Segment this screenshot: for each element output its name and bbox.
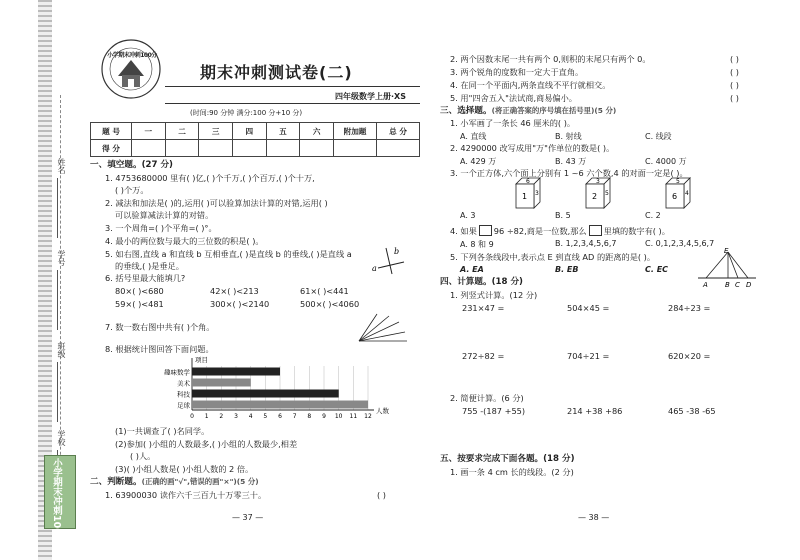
q5-line2: 的垂线,( )是垂足。 bbox=[115, 261, 184, 271]
q8-part2-line1: (2)参加( )小组的人数最多,( )小组的人数最少,相差 bbox=[115, 439, 298, 449]
c4-option-c[interactable]: C. 0,1,2,3,4,5,6,7 bbox=[645, 239, 715, 248]
score-cell[interactable] bbox=[232, 140, 266, 157]
c4-part1: 4. 如果 bbox=[450, 226, 477, 236]
c3-option-a[interactable]: A. 3 bbox=[460, 211, 476, 220]
c2-option-c[interactable]: C. 4000 万 bbox=[645, 157, 687, 166]
page-number-left: — 37 — bbox=[232, 513, 264, 522]
score-cell[interactable] bbox=[334, 140, 377, 157]
q6-item: 300×( )<2140 bbox=[210, 299, 270, 309]
score-row bbox=[91, 140, 420, 157]
point-b: B bbox=[725, 281, 730, 289]
c5-option-c[interactable]: C. EC bbox=[645, 265, 669, 274]
perpendicular-diagram bbox=[370, 244, 408, 276]
point-d: D bbox=[746, 281, 752, 289]
c5-option-b[interactable]: B. EB bbox=[555, 265, 579, 274]
q5-line1: 5. 如右图,直线 a 和直线 b 互相垂直,( )是直线 b 的垂线,( )是直线 a bbox=[105, 249, 352, 259]
q4: 4. 最小的两位数与最大的三位数的积是( )。 bbox=[105, 236, 264, 246]
score-cell[interactable] bbox=[377, 140, 420, 157]
tick-label: 5 bbox=[263, 413, 268, 420]
calc-item: 704÷21 = bbox=[567, 351, 610, 361]
calc-item: 272÷82 = bbox=[462, 351, 505, 361]
q6: 6. 括号里最大能填几? bbox=[105, 273, 186, 283]
triangle-distance-diagram bbox=[694, 246, 760, 288]
calc1-title: 1. 列竖式计算。(12 分) bbox=[450, 290, 538, 300]
cube-face-top: 5 bbox=[676, 178, 680, 185]
cube bbox=[516, 178, 540, 208]
sidebar-brand-text: 小学期末冲刺100分 bbox=[51, 458, 62, 545]
calc-item: 755 -(187 +55) bbox=[462, 406, 526, 416]
cube-face-side: 5 bbox=[605, 190, 609, 197]
logo-house-icon bbox=[100, 38, 162, 100]
score-cell[interactable] bbox=[199, 140, 233, 157]
score-table bbox=[90, 122, 420, 157]
cube-face-front: 1 bbox=[522, 192, 528, 201]
c1-option-c[interactable]: C. 线段 bbox=[645, 132, 672, 141]
tick-label: 1 bbox=[204, 413, 209, 420]
page-title: 期末冲刺测试卷(二) bbox=[200, 63, 353, 82]
section-judge-title bbox=[90, 476, 259, 488]
q7: 7. 数一数右图中共有( )个角。 bbox=[105, 322, 215, 332]
q6-item: 80×( )<680 bbox=[115, 286, 164, 296]
tick-label: 0 bbox=[190, 413, 194, 420]
section-fill-blank-title: 一、填空题。(27 分) bbox=[90, 160, 173, 170]
r4-answer[interactable]: ( ) bbox=[730, 80, 739, 90]
cube-face-side: 3 bbox=[535, 190, 539, 197]
score-header-row bbox=[91, 123, 420, 140]
q2-line1: 2. 减法和加法是( )的,运用( )可以验算加法计算的对错,运用( ) bbox=[105, 198, 328, 208]
y-axis-label: 项目 bbox=[195, 356, 208, 364]
label-a: a bbox=[372, 264, 377, 273]
time-info: (时间:90 分钟 满分:100 分+10 分) bbox=[190, 109, 303, 117]
q6-item: 500×( )<4060 bbox=[300, 299, 360, 309]
section-choice-heading: 三、选择题。 bbox=[440, 106, 492, 116]
score-cell[interactable] bbox=[266, 140, 300, 157]
tick-label: 9 bbox=[322, 413, 326, 420]
score-header-cell: 四 bbox=[232, 123, 266, 140]
category-label: 趣味数学 bbox=[164, 368, 190, 377]
q8-part2-line2: ( )人。 bbox=[130, 451, 156, 461]
score-header-cell: 五 bbox=[266, 123, 300, 140]
label-b: b bbox=[394, 247, 400, 256]
q8-part1: (1)一共调查了( )名同学。 bbox=[115, 426, 210, 436]
digit-box[interactable] bbox=[589, 225, 602, 236]
r2-answer[interactable]: ( ) bbox=[730, 54, 739, 64]
c4-option-a[interactable]: A. 8 和 9 bbox=[460, 240, 494, 249]
binding-sidebar bbox=[0, 0, 78, 560]
c1-option-b[interactable]: B. 射线 bbox=[555, 132, 582, 141]
tick-label: 11 bbox=[349, 413, 358, 420]
score-header-cell: 六 bbox=[300, 123, 334, 140]
cube-face-side: 4 bbox=[685, 190, 689, 197]
calc-item: 284÷23 = bbox=[668, 303, 711, 313]
class-line bbox=[57, 362, 58, 422]
score-header-cell: 三 bbox=[199, 123, 233, 140]
r5: 5. 用"四舍五入"法试商,商易偏小。 bbox=[450, 93, 577, 103]
c5: 5. 下列各条线段中,表示点 E 到直线 AD 的距离的是( )。 bbox=[450, 252, 656, 262]
tick-label: 10 bbox=[334, 413, 343, 420]
section-choice-title bbox=[440, 105, 616, 117]
section-judge-instruction: (正确的画"√",错误的画"×")(5 分) bbox=[141, 477, 259, 486]
calc-item: 504×45 = bbox=[567, 303, 610, 313]
r2: 2. 两个因数末尾一共有两个 0,则积的末尾只有两个 0。 bbox=[450, 54, 651, 64]
bar bbox=[192, 401, 368, 409]
r4: 4. 在同一个平面内,两条直线不平行就相交。 bbox=[450, 80, 611, 90]
bar bbox=[192, 390, 339, 398]
cube bbox=[586, 178, 610, 208]
point-c: C bbox=[735, 281, 740, 289]
tick-label: 2 bbox=[219, 413, 224, 420]
q3: 3. 一个周角=( )个平角=( )°。 bbox=[105, 223, 217, 233]
score-header-cell: 二 bbox=[165, 123, 199, 140]
score-cell[interactable] bbox=[132, 140, 166, 157]
x-axis-label: 人数 bbox=[376, 407, 389, 415]
calc-item: 231×47 = bbox=[462, 303, 505, 313]
score-row-label: 得 分 bbox=[91, 140, 132, 157]
q6-item: 59×( )<481 bbox=[115, 299, 164, 309]
category-label: 科技 bbox=[177, 390, 190, 399]
cube-face-top: 3 bbox=[596, 178, 600, 185]
c1-option-a[interactable]: A. 直线 bbox=[460, 132, 487, 141]
score-header-cell: 总 分 bbox=[377, 123, 420, 140]
cube-face-front: 6 bbox=[672, 192, 678, 201]
score-header-cell: 一 bbox=[132, 123, 166, 140]
c4 bbox=[450, 225, 670, 237]
logo-text: 小学期末冲刺100分 bbox=[107, 52, 157, 59]
angle-rays-diagram bbox=[355, 312, 410, 344]
cubes-diagram bbox=[510, 176, 710, 210]
class-label: 班级 bbox=[57, 342, 66, 358]
section-judge-heading: 二、判断题。 bbox=[90, 477, 142, 487]
q8: 8. 根据统计图回答下面问题。 bbox=[105, 344, 214, 354]
c4-option-b[interactable]: B. 1,2,3,4,5,6,7 bbox=[555, 239, 617, 248]
calc-item: 465 -38 -65 bbox=[668, 406, 716, 416]
category-label: 足球 bbox=[177, 401, 190, 410]
tick-label: 12 bbox=[364, 413, 372, 420]
tick-label: 4 bbox=[248, 413, 253, 420]
page-number-right: — 38 — bbox=[578, 513, 610, 522]
score-header-cell: 题 号 bbox=[91, 123, 132, 140]
r3-answer[interactable]: ( ) bbox=[730, 67, 739, 77]
j1: 1. 63900030 读作六千三百九十万零三十。 bbox=[105, 490, 267, 500]
calc-item: 214 +38 +86 bbox=[567, 406, 623, 416]
cube-face-front: 2 bbox=[592, 192, 598, 201]
r3: 3. 两个锐角的度数和一定大于直角。 bbox=[450, 67, 584, 77]
cube-face-top: 6 bbox=[526, 178, 530, 185]
bar bbox=[192, 379, 251, 387]
c2-option-a[interactable]: A. 429 万 bbox=[460, 157, 497, 166]
c1: 1. 小军画了一条长 46 厘米的( )。 bbox=[450, 118, 576, 128]
tick-label: 8 bbox=[307, 413, 312, 420]
name-label: 姓名 bbox=[57, 158, 66, 174]
section-choice-instruction: (将正确答案的序号填在括号里)(5 分) bbox=[491, 106, 617, 115]
student-id-line bbox=[57, 270, 58, 330]
c3-option-b[interactable]: B. 5 bbox=[555, 211, 571, 220]
r5-answer[interactable]: ( ) bbox=[730, 93, 739, 103]
q8-part3: (3)( )小组人数是( )小组人数的 2 倍。 bbox=[115, 464, 254, 474]
student-id-label: 学号 bbox=[57, 250, 66, 266]
c5-option-a[interactable]: A. EA bbox=[460, 265, 484, 274]
section-tasks-title: 五、按要求完成下面各题。(18 分) bbox=[440, 454, 575, 464]
section-calc-title: 四、计算题。(18 分) bbox=[440, 277, 523, 287]
score-header-cell: 附加题 bbox=[334, 123, 377, 140]
q1-line1: 1. 4753680000 里有( )亿,( )个千万,( )个百万,( )个十万, bbox=[105, 173, 315, 183]
digit-box[interactable] bbox=[479, 225, 492, 236]
c4-part2: 96 ÷82,商是一位数,那么 bbox=[493, 226, 587, 236]
calc-item: 620×20 = bbox=[668, 351, 711, 361]
point-e: E bbox=[724, 247, 729, 255]
school-label: 学校 bbox=[57, 430, 66, 446]
c3-option-c[interactable]: C. 2 bbox=[645, 211, 661, 220]
name-line bbox=[57, 178, 58, 238]
tick-label: 7 bbox=[292, 413, 297, 420]
tick-label: 6 bbox=[278, 413, 282, 420]
bar-chart bbox=[150, 354, 389, 430]
q6-item: 61×( )<441 bbox=[300, 286, 349, 296]
header-rule-top bbox=[165, 86, 420, 87]
score-cell[interactable] bbox=[165, 140, 199, 157]
header-rule-bottom bbox=[165, 103, 420, 104]
tick-label: 3 bbox=[234, 413, 238, 420]
score-cell[interactable] bbox=[300, 140, 334, 157]
logo bbox=[100, 38, 162, 100]
q2-line2: 可以验算减法计算的对错。 bbox=[115, 210, 214, 220]
task1: 1. 画一条 4 cm 长的线段。(2 分) bbox=[450, 467, 574, 477]
point-a: A bbox=[703, 281, 708, 289]
grade-label: 四年级数学上册·XS bbox=[335, 92, 406, 101]
calc2-title: 2. 简便计算。(6 分) bbox=[450, 393, 524, 403]
c3: 3. 一个正方体,六个面上分别有 1 ~6 六个数,4 的对面一定是( )。 bbox=[450, 168, 688, 178]
c2: 2. 4290000 改写成用"万"作单位的数是( )。 bbox=[450, 143, 615, 153]
q6-item: 42×( )<213 bbox=[210, 286, 259, 296]
q1-line2: ( )个万。 bbox=[115, 185, 149, 195]
cube bbox=[666, 178, 690, 208]
j1-answer[interactable]: ( ) bbox=[377, 490, 386, 500]
c4-part3: 里填的数字有( )。 bbox=[603, 226, 670, 236]
category-label: 美术 bbox=[177, 379, 190, 388]
c2-option-b[interactable]: B. 43 万 bbox=[555, 157, 587, 166]
bar bbox=[192, 368, 280, 376]
